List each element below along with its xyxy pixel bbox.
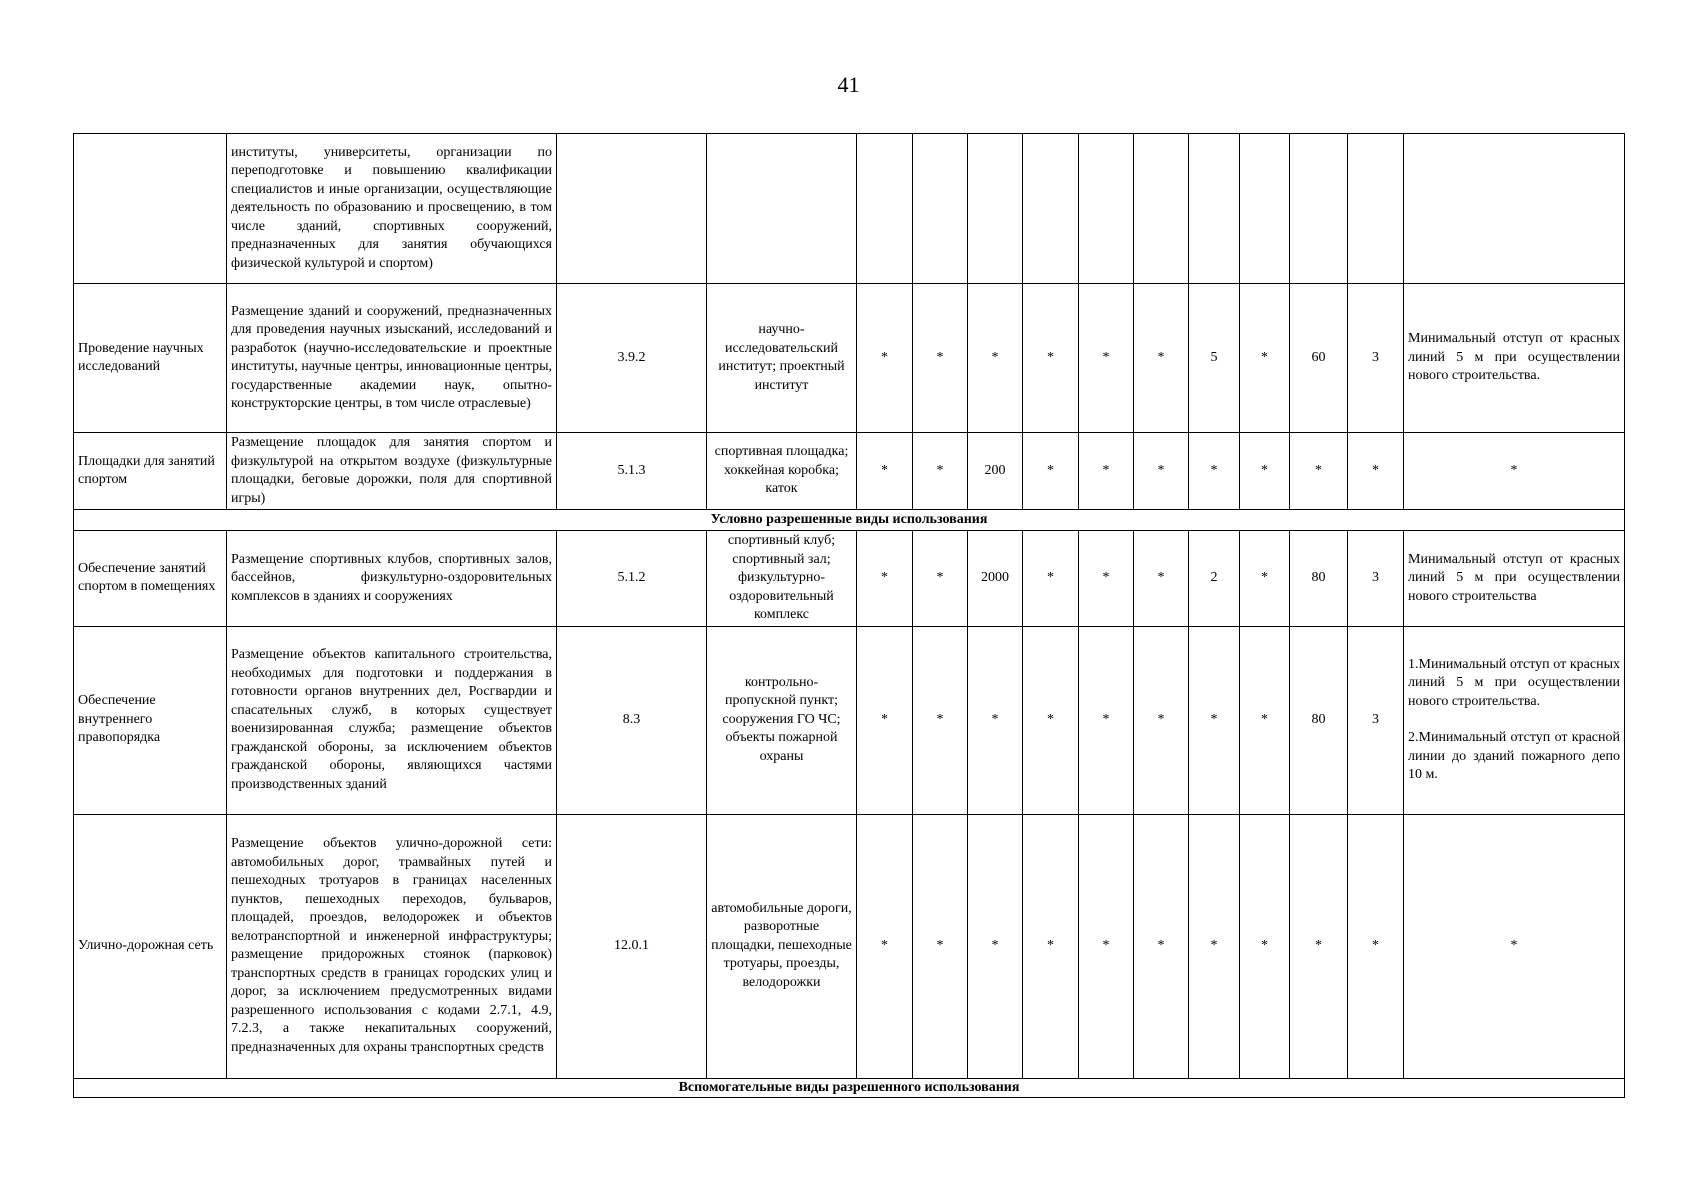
- section-title: Условно разрешенные виды использования: [74, 510, 1625, 531]
- parameter-value-cell: [968, 134, 1023, 284]
- parameter-value-cell: [1189, 134, 1240, 284]
- parameter-value-cell: *: [1134, 433, 1189, 510]
- table-row: [74, 134, 1625, 284]
- note-paragraph: Минимальный отступ от красных линий 5 м при осуществлении нового строительства.: [1408, 331, 1620, 384]
- parameter-value-cell: *: [1290, 814, 1348, 1078]
- section-header-row: [74, 510, 1625, 531]
- parameter-value-cell: [1079, 134, 1134, 284]
- parameter-value-cell: *: [1023, 626, 1079, 814]
- parameter-value-cell: *: [1134, 284, 1189, 433]
- parameter-value-cell: *: [1189, 626, 1240, 814]
- notes-cell: [1404, 531, 1625, 627]
- parameter-value-cell: 200: [968, 433, 1023, 510]
- parameter-value-cell: *: [857, 531, 913, 627]
- parameter-value-cell: 80: [1290, 626, 1348, 814]
- parameter-value-cell: *: [1023, 433, 1079, 510]
- permitted-objects-cell: контрольно-пропускной пункт; сооружения ГО ЧС; объекты пожарной охраны: [707, 626, 857, 814]
- page-number: 41: [837, 72, 860, 97]
- permitted-objects-cell: научно-исследовательский институт; проектный институт: [707, 284, 857, 433]
- parameter-value-cell: *: [1079, 433, 1134, 510]
- parameter-value-cell: *: [913, 284, 968, 433]
- parameter-value-cell: 2000: [968, 531, 1023, 627]
- parameter-value-cell: [857, 134, 913, 284]
- table-row: [74, 814, 1625, 1078]
- parameter-value-cell: [913, 134, 968, 284]
- parameter-value-cell: *: [1023, 531, 1079, 627]
- parameter-value-cell: 3: [1348, 284, 1404, 433]
- parameter-value-cell: *: [857, 284, 913, 433]
- use-type-name-cell: Обеспечение занятий спортом в помещениях: [74, 531, 227, 627]
- use-description-cell: Размещение спортивных клубов, спортивных залов, бассейнов, физкультурно-оздоровительных комплексов в зданиях и сооружениях: [227, 531, 557, 627]
- parameter-value-cell: *: [1023, 814, 1079, 1078]
- parameter-value-cell: *: [1240, 814, 1290, 1078]
- parameter-value-cell: *: [1290, 433, 1348, 510]
- use-code-cell: [557, 134, 707, 284]
- parameter-value-cell: *: [1348, 433, 1404, 510]
- use-code-cell: 12.0.1: [557, 814, 707, 1078]
- use-code-cell: 5.1.2: [557, 531, 707, 627]
- parameter-value-cell: *: [857, 626, 913, 814]
- section-title: Вспомогательные виды разрешенного использования: [74, 1078, 1625, 1097]
- notes-cell: [1404, 433, 1625, 510]
- parameter-value-cell: *: [1023, 284, 1079, 433]
- parameter-value-cell: [1290, 134, 1348, 284]
- parameter-value-cell: 3: [1348, 531, 1404, 627]
- table-row: [74, 284, 1625, 433]
- table-row: [74, 626, 1625, 814]
- parameter-value-cell: 5: [1189, 284, 1240, 433]
- note-paragraph: 2.Минимальный отступ от красной линии до зданий пожарного депо 10 м.: [1408, 730, 1620, 782]
- parameter-value-cell: *: [913, 531, 968, 627]
- notes-cell: [1404, 814, 1625, 1078]
- parameter-value-cell: [1348, 134, 1404, 284]
- use-type-name-cell: Обеспечение внутреннего правопорядка: [74, 626, 227, 814]
- parameter-value-cell: 80: [1290, 531, 1348, 627]
- parameter-value-cell: 3: [1348, 626, 1404, 814]
- note-paragraph: 1.Минимальный отступ от красных линий 5 м при осуществлении нового строительства.: [1408, 656, 1620, 709]
- use-code-cell: 3.9.2: [557, 284, 707, 433]
- parameter-value-cell: *: [1348, 814, 1404, 1078]
- parameter-value-cell: *: [1079, 626, 1134, 814]
- parameter-value-cell: *: [1240, 626, 1290, 814]
- use-type-name-cell: Проведение научных исследований: [74, 284, 227, 433]
- use-type-name-cell: Улично-дорожная сеть: [74, 814, 227, 1078]
- parameter-value-cell: *: [1134, 814, 1189, 1078]
- parameter-value-cell: *: [857, 814, 913, 1078]
- table-row: [74, 531, 1625, 627]
- parameter-value-cell: *: [1079, 814, 1134, 1078]
- parameter-value-cell: *: [1079, 284, 1134, 433]
- notes-cell: [1404, 626, 1625, 814]
- note-paragraph: Минимальный отступ от красных линий 5 м при осуществлении нового строительства: [1408, 551, 1620, 604]
- parameter-value-cell: 60: [1290, 284, 1348, 433]
- permitted-objects-cell: спортивный клуб; спортивный зал; физкультурно-оздоровительный комплекс: [707, 531, 857, 627]
- notes-cell: [1404, 134, 1625, 284]
- parameter-value-cell: *: [913, 626, 968, 814]
- notes-cell: [1404, 284, 1625, 433]
- parameter-value-cell: *: [1079, 531, 1134, 627]
- land-use-regulations-table: [73, 133, 1625, 1098]
- parameter-value-cell: 2: [1189, 531, 1240, 627]
- parameter-value-cell: *: [1189, 814, 1240, 1078]
- parameter-value-cell: *: [1240, 284, 1290, 433]
- parameter-value-cell: [1134, 134, 1189, 284]
- note-paragraph: *: [1510, 462, 1518, 478]
- use-description-cell: Размещение зданий и сооружений, предназначенных для проведения научных изысканий, исследований и разработок (научно-исследовательские и проектные институты, научные центры, инновационные центры, государственные академии наук, опытно-конструкторские центры, в том числе отраслевые): [227, 284, 557, 433]
- use-code-cell: 8.3: [557, 626, 707, 814]
- use-description-cell: Размещение объектов капитального строительства, необходимых для подготовки и поддержания в готовности органов внутренних дел, Росгвардии и спасательных служб, в которых существует военизированная служба; размещение объектов гражданской обороны, за исключением объектов гражданской обороны, являющихся частями производственных зданий: [227, 626, 557, 814]
- use-description-cell: Размещение объектов улично-дорожной сети: автомобильных дорог, трамвайных путей и пешеходных тротуаров в границах населенных пунктов, пешеходных переходов, бульваров, площадей, проездов, велодорожек и объектов велотранспортной и инженерной инфраструктуры; размещение придорожных стоянок (парковок) транспортных средств в границах городских улиц и дорог, за исключением предусмотренных видами разрешенного использования с кодами 2.7.1, 4.9, 7.2.3, а также некапитальных сооружений, предназначенных для охраны транспортных средств: [227, 814, 557, 1078]
- use-description-cell: Размещение площадок для занятия спортом и физкультурой на открытом воздухе (физкультурные площадки, беговые дорожки, поля для спортивной игры): [227, 433, 557, 510]
- parameter-value-cell: *: [913, 814, 968, 1078]
- use-description-cell: институты, университеты, организации по переподготовке и повышению квалификации специалистов и иные организации, осуществляющие деятельность по образованию и просвещению, в том числе зданий, спортивных сооружений, предназначенных для занятия обучающихся физической культурой и спортом): [227, 134, 557, 284]
- use-type-name-cell: [74, 134, 227, 284]
- permitted-objects-cell: [707, 134, 857, 284]
- permitted-objects-cell: спортивная площадка; хоккейная коробка; каток: [707, 433, 857, 510]
- section-header-row: [74, 1078, 1625, 1097]
- parameter-value-cell: *: [1240, 433, 1290, 510]
- parameter-value-cell: *: [1240, 531, 1290, 627]
- note-paragraph: *: [1510, 937, 1518, 953]
- parameter-value-cell: *: [1189, 433, 1240, 510]
- parameter-value-cell: *: [913, 433, 968, 510]
- use-type-name-cell: Площадки для занятий спортом: [74, 433, 227, 510]
- parameter-value-cell: *: [1134, 626, 1189, 814]
- parameter-value-cell: *: [1134, 531, 1189, 627]
- parameter-value-cell: *: [968, 626, 1023, 814]
- use-code-cell: 5.1.3: [557, 433, 707, 510]
- parameter-value-cell: *: [968, 284, 1023, 433]
- table-row: [74, 433, 1625, 510]
- parameter-value-cell: *: [857, 433, 913, 510]
- permitted-objects-cell: автомобильные дороги, разворотные площадки, пешеходные тротуары, проезды, велодорожки: [707, 814, 857, 1078]
- parameter-value-cell: [1023, 134, 1079, 284]
- parameter-value-cell: *: [968, 814, 1023, 1078]
- parameter-value-cell: [1240, 134, 1290, 284]
